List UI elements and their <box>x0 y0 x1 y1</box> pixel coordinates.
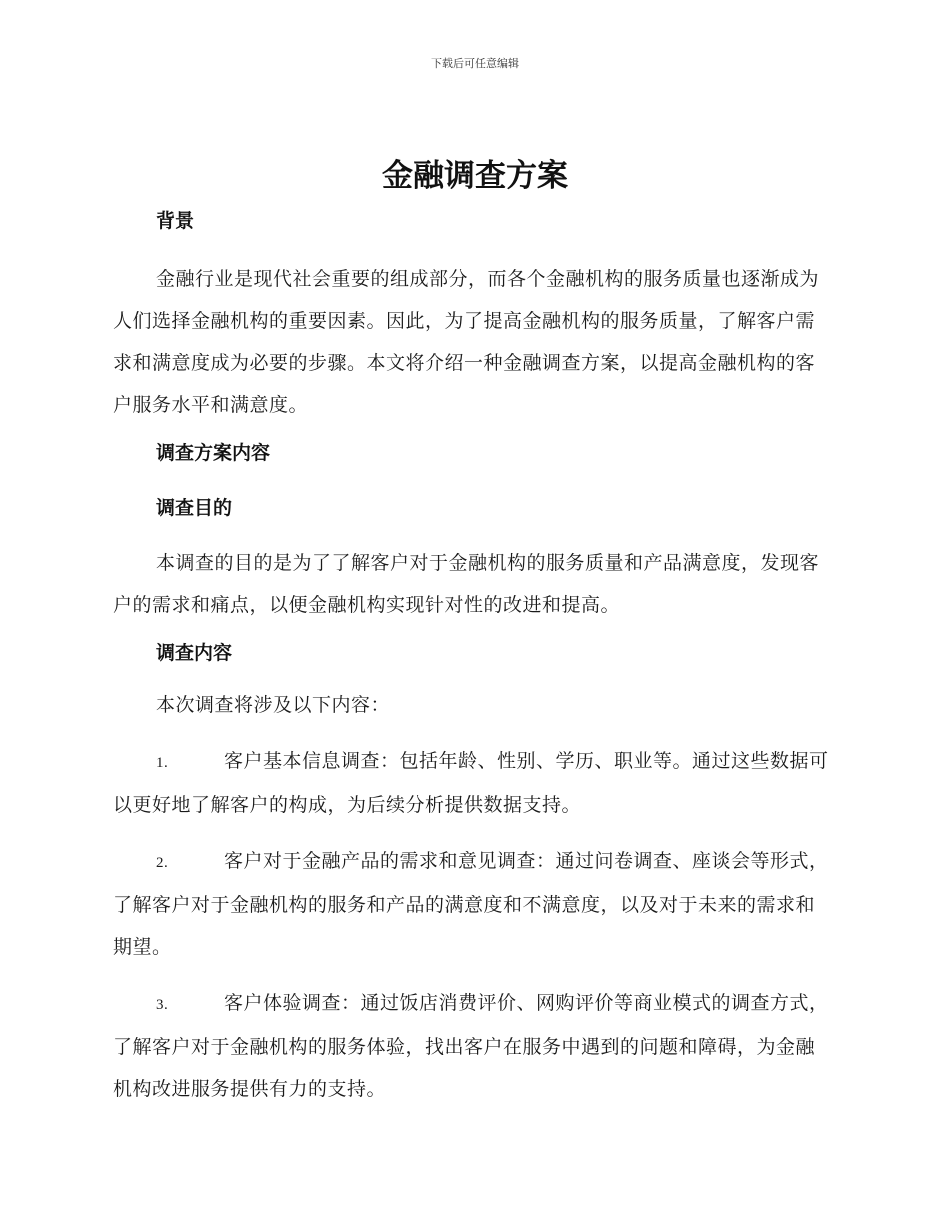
list-item-text: 客户体验调查：通过饭店消费评价、网购评价等商业模式的调查方式，了解客户对于金融机构的服务体验，找出客户在服务中遇到的问题和障碍，为金融机构改进服务提供有力的支持。 <box>113 992 829 1100</box>
background-paragraph: 金融行业是现代社会重要的组成部分，而各个金融机构的服务质量也逐渐成为人们选择金融机构的重要因素。因此，为了提高金融机构的服务质量，了解客户需求和满意度成为必要的步骤。本文将介绍一种金融调查方案，以提高金融机构的客户服务水平和满意度。 <box>113 268 820 416</box>
list-item-text: 客户对于金融产品的需求和意见调查：通过问卷调查、座谈会等形式，了解客户对于金融机构的服务和产品的满意度和不满意度，以及对于未来的需求和期望。 <box>113 850 829 958</box>
list-item-number: 3. <box>156 997 169 1013</box>
header-note: 下载后可任意编辑 <box>431 57 519 70</box>
content-heading: 调查内容 <box>156 642 233 664</box>
plan-heading: 调查方案内容 <box>156 442 271 464</box>
list-item-text: 客户基本信息调查：包括年龄、性别、学历、职业等。通过这些数据可以更好地了解客户的构成，为后续分析提供数据支持。 <box>113 750 829 816</box>
list-item-number: 2. <box>156 855 169 871</box>
background-heading: 背景 <box>156 210 195 232</box>
list-item-number: 1. <box>156 755 169 771</box>
list-item <box>113 840 833 968</box>
document-body <box>113 206 833 1110</box>
list-item <box>113 740 833 826</box>
document-title: 金融调查方案 <box>382 158 568 194</box>
purpose-paragraph: 本调查的目的是为了了解客户对于金融机构的服务质量和产品满意度，发现客户的需求和痛点，以便金融机构实现针对性的改进和提高。 <box>113 552 820 616</box>
purpose-heading: 调查目的 <box>156 497 233 519</box>
content-intro: 本次调查将涉及以下内容： <box>156 694 391 716</box>
list-item <box>113 982 833 1110</box>
